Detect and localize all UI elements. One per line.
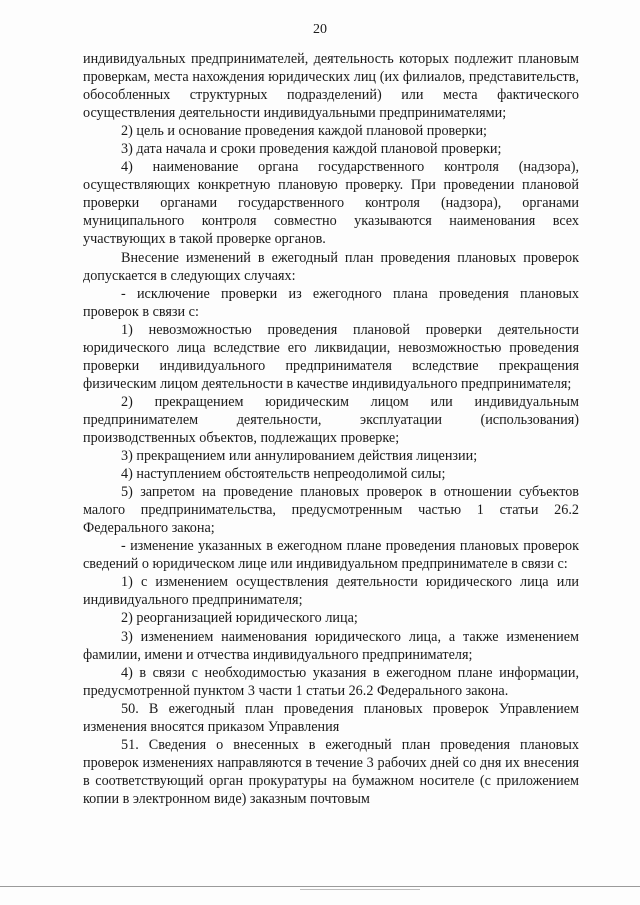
paragraph: 3) дата начала и сроки проведения каждой плановой проверки; bbox=[121, 141, 502, 158]
paragraph: Внесение изменений в ежегодный план проведения плановых проверок допускается в следующих случаях: bbox=[83, 249, 579, 284]
paragraph: 1) невозможностью проведения плановой проверки деятельности юридического лица вследствие его ликвидации, невозможностью проведения проверки индивидуального предпринимателя вследствие прекращения физическим лицом деятельности в качестве индивидуального предпринимателя; bbox=[83, 321, 579, 392]
paragraph: 5) запретом на проведение плановых проверок в отношении субъектов малого предпринимательства, предусмотренным частью 1 статьи 26.2 Федерального закона; bbox=[83, 484, 579, 537]
document-body bbox=[83, 50, 579, 808]
paragraph: 2) цель и основание проведения каждой плановой проверки; bbox=[121, 123, 487, 140]
paragraph: 4) наступлением обстоятельств непреодолимой силы; bbox=[121, 466, 446, 483]
paragraph: индивидуальных предпринимателей, деятельность которых подлежит плановым проверкам, места нахождения юридических лиц (их филиалов, представительств, обособленных структурных подразделений) или места фактического осуществления деятельности индивидуальными предпринимателями; bbox=[83, 51, 579, 122]
paragraph: - исключение проверки из ежегодного плана проведения плановых проверок в связи с: bbox=[83, 285, 579, 320]
paragraph: 4) наименование органа государственного контроля (надзора), осуществляющих конкретную плановую проверку. При проведении плановой проверки органами государственного контроля (надзора), органами муниципального контроля совместно указываются наименования всех участвующих в такой проверке органов. bbox=[83, 159, 579, 248]
paragraph: 2) реорганизацией юридического лица; bbox=[121, 610, 358, 627]
paragraph: 50. В ежегодный план проведения плановых проверок Управлением изменения вносятся приказом Управления bbox=[83, 700, 579, 735]
page-bottom-edge bbox=[0, 886, 640, 887]
paragraph: 51. Сведения о внесенных в ежегодный план проведения плановых проверок изменениях направляются в течение 3 рабочих дней со дня их внесения в соответствующий орган прокуратуры на бумажном носителе (с приложением копии в электронном виде) заказным почтовым bbox=[83, 736, 579, 807]
paragraph: 1) с изменением осуществления деятельности юридического лица или индивидуального предпринимателя; bbox=[83, 574, 579, 609]
paragraph: 4) в связи с необходимостью указания в ежегодном плане информации, предусмотренной пунктом 3 части 1 статьи 26.2 Федерального закона. bbox=[83, 664, 579, 699]
paragraph: 3) изменением наименования юридического лица, а также изменением фамилии, имени и отчества индивидуального предпринимателя; bbox=[83, 628, 579, 663]
paragraph: - изменение указанных в ежегодном плане проведения плановых проверок сведений о юридическом лице или индивидуальном предпринимателе в связи с: bbox=[83, 538, 579, 573]
page-number: 20 bbox=[313, 22, 327, 37]
paragraph: 3) прекращением или аннулированием действия лицензии; bbox=[121, 448, 478, 465]
paragraph: 2) прекращением юридическим лицом или индивидуальным предпринимателем деятельности, эксплуатации (использования) производственных объектов, подлежащих проверке; bbox=[83, 393, 579, 446]
page-bottom-mark bbox=[300, 889, 420, 890]
